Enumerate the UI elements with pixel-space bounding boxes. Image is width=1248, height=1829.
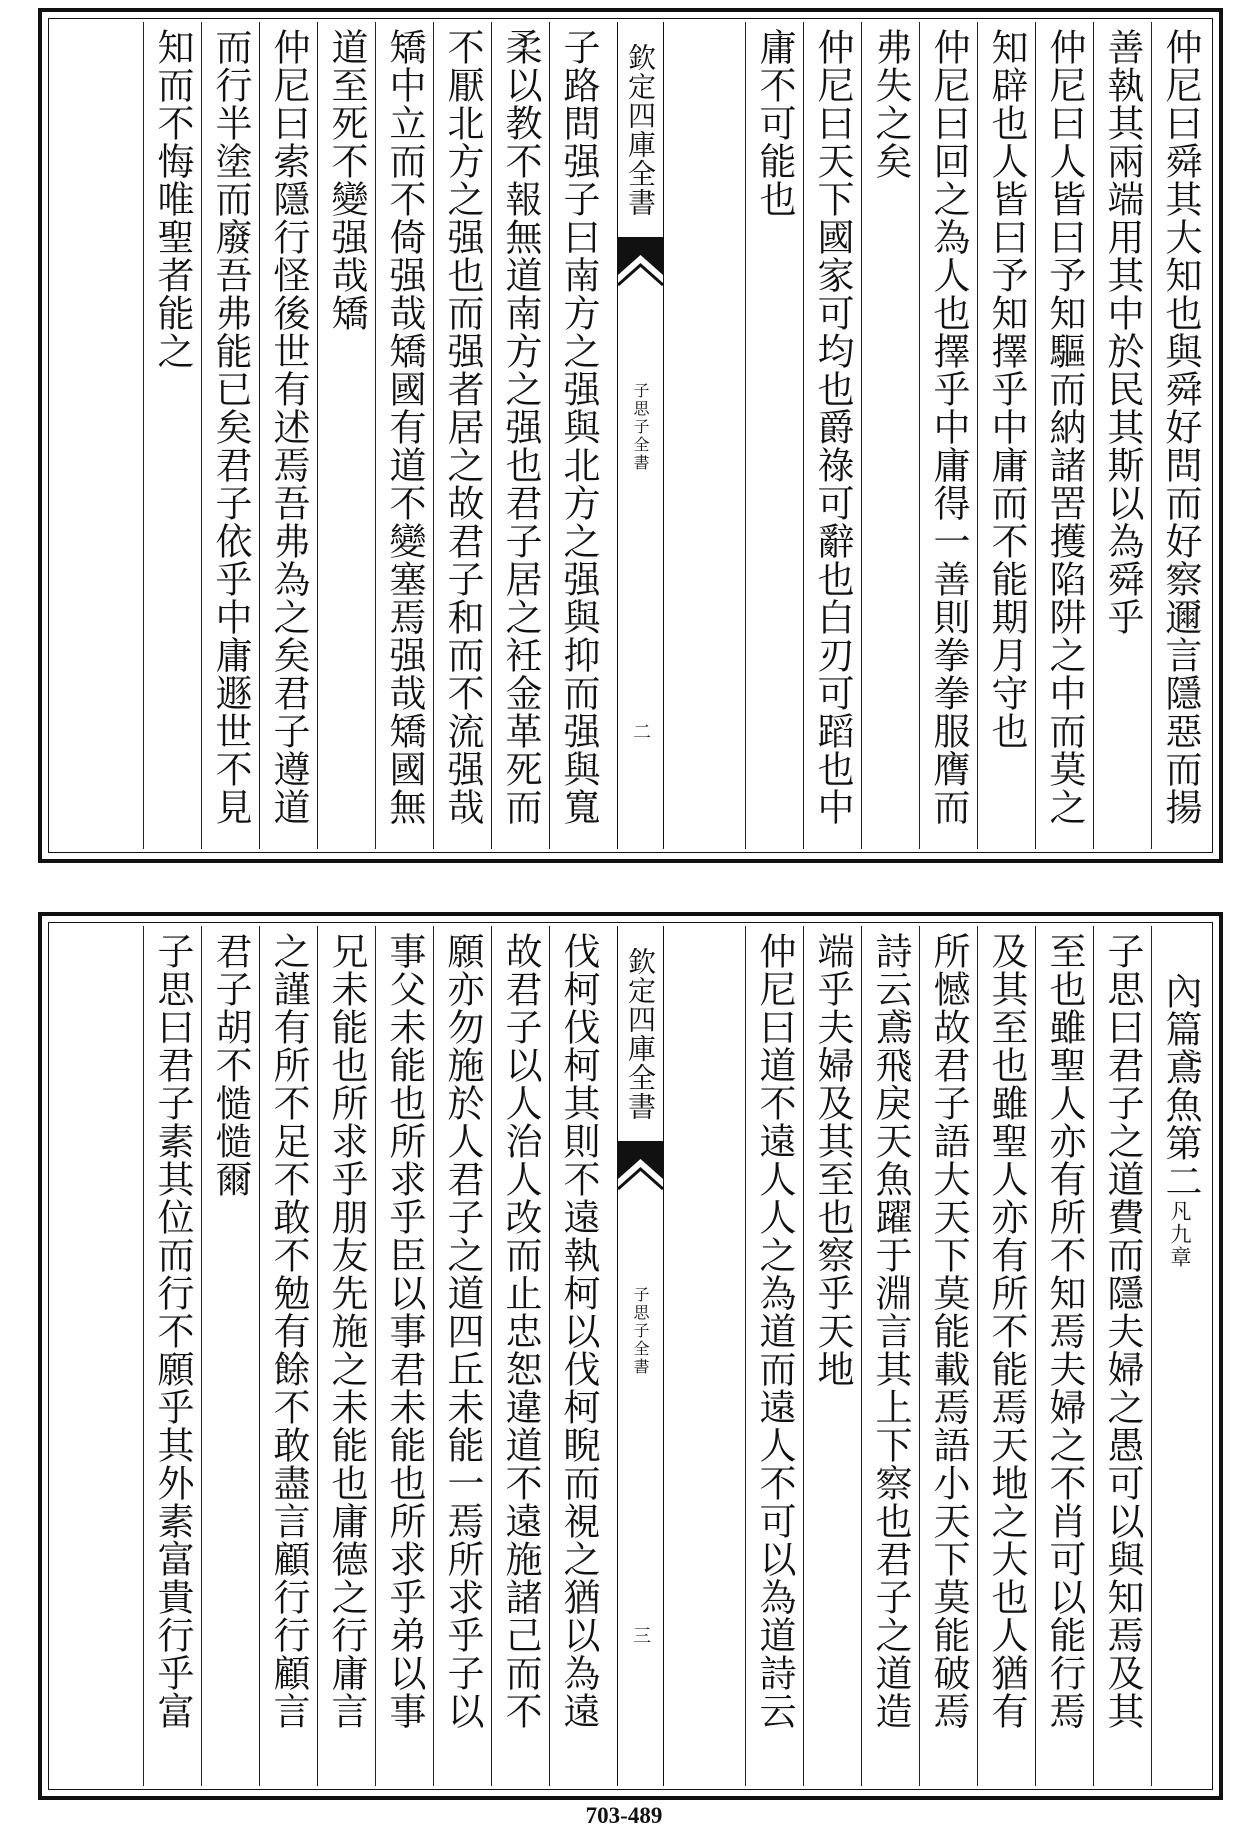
lower-gutter-book-title: 欽定四庫全書 xyxy=(624,947,657,1121)
text-column: 子路問强子曰南方之强與北方之强與抑而强與寬 xyxy=(549,22,607,849)
fish-tail-mark-icon xyxy=(618,1141,663,1201)
text-column: 仲尼曰索隱行怪後世有述焉吾弗為之矣君子遵道 xyxy=(259,22,317,849)
text-column: 知而不悔唯聖者能之 xyxy=(143,22,201,849)
text-column: 道至死不變强哉矯 xyxy=(317,22,375,849)
page-number: 703-489 xyxy=(585,1803,663,1828)
upper-gutter-work-title: 子思子全書 xyxy=(631,382,650,472)
text-column: 仲尼曰人皆曰予知驅而納諸罟擭陷阱之中而莫之 xyxy=(1035,22,1093,849)
text-column: 善執其兩端用其中於民其斯以為舜乎 xyxy=(1093,22,1151,849)
text-column: 子思曰君子之道費而隱夫婦之愚可以與知焉及其 xyxy=(1093,926,1151,1786)
text-column: 至也雖聖人亦有所不知焉夫婦之不肖可以能行焉 xyxy=(1035,926,1093,1786)
text-column: 及其至也雖聖人亦有所不能焉天地之大也人猶有 xyxy=(977,926,1035,1786)
text-column: 事父未能也所求乎臣以事君未能也所求乎弟以事 xyxy=(375,926,433,1786)
upper-gutter-leaf-number: 二 xyxy=(630,722,651,740)
text-column: 子思曰君子素其位而行不願乎其外素富貴行乎富 xyxy=(143,926,201,1786)
text-column: 庸不可能也 xyxy=(745,22,803,849)
text-column: 矯中立而不倚强哉矯國有道不變塞焉强哉矯國無 xyxy=(375,22,433,849)
upper-page-frame xyxy=(38,8,1223,863)
text-column: 願亦勿施於人君子之道四丘未能一焉所求乎子以 xyxy=(433,926,491,1786)
chapter-heading-column xyxy=(1151,926,1209,1786)
text-column: 之謹有所不足不敢不勉有餘不敢盡言顧行行顧言 xyxy=(259,926,317,1786)
text-column: 不厭北方之强也而强者居之故君子和而不流强哉 xyxy=(433,22,491,849)
text-column: 柔以教不報無道南方之强也君子居之衽金革死而 xyxy=(491,22,549,849)
lower-gutter-leaf-number: 三 xyxy=(630,1626,651,1644)
text-column: 伐柯伐柯其則不遠執柯以伐柯睨而視之猶以為遠 xyxy=(549,926,607,1786)
text-column: 兄未能也所求乎朋友先施之未能也庸德之行庸言 xyxy=(317,926,375,1786)
chapter-heading: 內篇鳶魚第二 xyxy=(1159,972,1202,1200)
lower-gutter-work-title: 子思子全書 xyxy=(631,1286,650,1376)
text-column: 所憾故君子語大天下莫能載焉語小天下莫能破焉 xyxy=(919,926,977,1786)
upper-left-text-block xyxy=(52,22,607,849)
upper-right-text-block xyxy=(679,22,1209,849)
lower-right-text-block xyxy=(679,926,1209,1786)
lower-gutter xyxy=(617,926,664,1786)
upper-gutter xyxy=(617,22,664,849)
text-column: 知辟也人皆曰予知擇乎中庸而不能期月守也 xyxy=(977,22,1035,849)
text-column: 仲尼曰舜其大知也與舜好問而好察邇言隱惡而揚 xyxy=(1151,22,1209,849)
upper-gutter-book-title: 欽定四庫全書 xyxy=(624,43,657,217)
text-column: 弗失之矣 xyxy=(861,22,919,849)
lower-page-frame xyxy=(38,912,1223,1800)
fish-tail-mark-icon xyxy=(618,237,663,297)
text-column: 君子胡不慥慥爾 xyxy=(201,926,259,1786)
chapter-heading-note: 凡九章 xyxy=(1168,1200,1192,1269)
text-column: 故君子以人治人改而止忠恕違道不遠施諸己而不 xyxy=(491,926,549,1786)
text-column: 詩云鳶飛戾天魚躍于淵言其上下察也君子之道造 xyxy=(861,926,919,1786)
text-column: 仲尼曰天下國家可均也爵祿可辭也白刃可蹈也中 xyxy=(803,22,861,849)
text-column: 仲尼曰回之為人也擇乎中庸得一善則拳拳服膺而 xyxy=(919,22,977,849)
lower-left-text-block xyxy=(52,926,607,1786)
text-column: 而行半塗而廢吾弗能已矣君子依乎中庸遯世不見 xyxy=(201,22,259,849)
text-column: 端乎夫婦及其至也察乎天地 xyxy=(803,926,861,1786)
text-column: 仲尼曰道不遠人人之為道而遠人不可以為道詩云 xyxy=(745,926,803,1786)
